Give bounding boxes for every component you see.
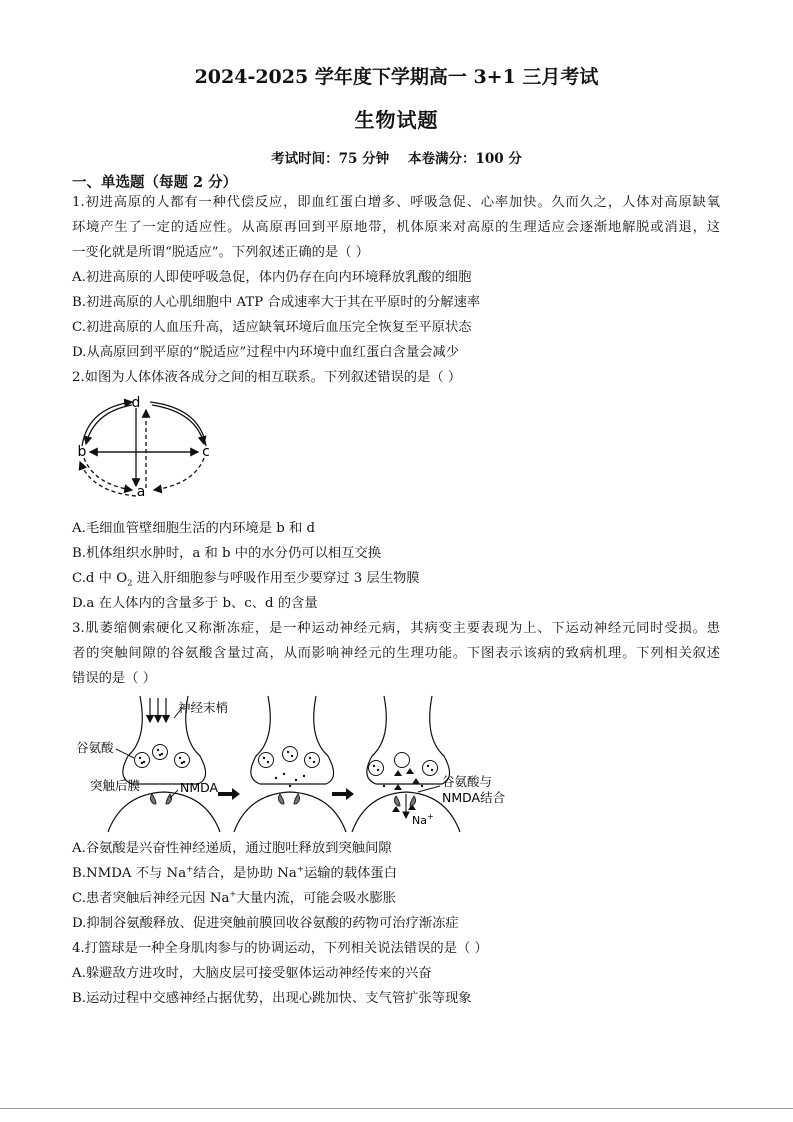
q1-stem-line3: 一变化就是所谓“脱适应”。下列叙述正确的是（ ） [72, 245, 370, 260]
label-nerve-ending: 神经末梢 [178, 700, 229, 715]
node-a: a [136, 484, 146, 500]
q2-option-d: D.a 在人体内的含量多于 b、c、d 的含量 [72, 596, 318, 611]
node-b: b [77, 444, 87, 460]
q1-option-b: B.初进高原的人心肌细胞中 ATP 合成速率大于其在平原时的分解速率 [72, 295, 481, 310]
q1-stem-line1: 1.初进高原的人都有一种代偿反应，即血红蛋白增多、呼吸急促、心率加快。久而久之，人体对高原缺氧 [72, 195, 720, 210]
q2-option-b: B.机体组织水肿时，a 和 b 中的水分仍可以相互交换 [72, 546, 382, 561]
node-d: d [131, 395, 141, 411]
q3-stem-line1: 3.肌萎缩侧索硬化又称渐冻症，是一种运动神经元病，其病变主要表现为上、下运动神经元同时受损。患 [72, 621, 720, 636]
body-fluid-diagram [70, 392, 220, 504]
q2-option-c: C.d 中 $O_2$ 进入肝细胞参与呼吸作用至少要穿过 3 层生物膜 [72, 571, 420, 589]
label-bind-line1: 谷氨酸与 [442, 774, 493, 789]
q1-option-d: D.从高原回到平原的“脱适应”过程中内环境中血红蛋白含量会减少 [72, 345, 460, 360]
label-postsynaptic: 突触后膜 [90, 778, 141, 793]
exam-meta: 考试时间：75 分钟 本卷满分：100 分 [271, 151, 522, 167]
q3-option-b: B.NMDA 不与 Na+结合，是协助 Na+运输的载体蛋白 [72, 864, 398, 881]
label-glutamate: 谷氨酸 [76, 740, 114, 755]
subject-title: 生物试题 [354, 108, 439, 132]
q4-option-b: B.运动过程中交感神经占据优势，出现心跳加快、支气管扩张等现象 [72, 991, 472, 1006]
exam-title: 2024-2025 学年度下学期高一 3+1 三月考试 [194, 66, 599, 88]
q1-option-c: C.初进高原的人血压升高，适应缺氧环境后血压完全恢复至平原状态 [72, 320, 472, 335]
q2-option-a: A.毛细血管壁细胞生活的内环境是 b 和 d [72, 521, 315, 536]
als-mechanism-figure [72, 694, 532, 834]
q2-stem: 2.如图为人体体液各成分之间的相互联系。下列叙述错误的是（ ） [72, 370, 462, 385]
label-nmda: NMDA [180, 780, 219, 795]
q3-option-a: A.谷氨酸是兴奋性神经递质，通过胞吐释放到突触间隙 [72, 841, 392, 856]
label-na: Na+ [412, 812, 434, 827]
q3-option-c: C.患者突触后神经元因 Na+大量内流，可能会吸水膨胀 [72, 889, 397, 906]
section-heading: 一、单选题（每题 2 分） [72, 174, 238, 191]
page-bottom-rule [0, 1108, 793, 1109]
node-c: c [202, 444, 210, 460]
q3-option-d: D.抑制谷氨酸释放、促进突触前膜回收谷氨酸的药物可治疗渐冻症 [72, 916, 459, 931]
label-bind-line2: NMDA结合 [442, 790, 506, 805]
q3-stem-line3: 错误的是（ ） [72, 671, 157, 686]
q4-option-a: A.躲避敌方进攻时，大脑皮层可接受躯体运动神经传来的兴奋 [72, 966, 432, 981]
q1-option-a: A.初进高原的人即使呼吸急促，体内仍存在向内环境释放乳酸的细胞 [72, 270, 472, 285]
q4-stem: 4.打篮球是一种全身肌肉参与的协调运动，下列相关说法错误的是（ ） [72, 941, 488, 956]
q1-stem-line2: 环境产生了一定的适应性。从高原再回到平原地带，机体原来对高原的生理适应会逐渐地解脱或消退，这 [72, 220, 720, 235]
q3-stem-line2: 者的突触间隙的谷氨酸含量过高，从而影响神经元的生理功能。下图表示该病的致病机理。下列相关叙述 [72, 646, 720, 661]
